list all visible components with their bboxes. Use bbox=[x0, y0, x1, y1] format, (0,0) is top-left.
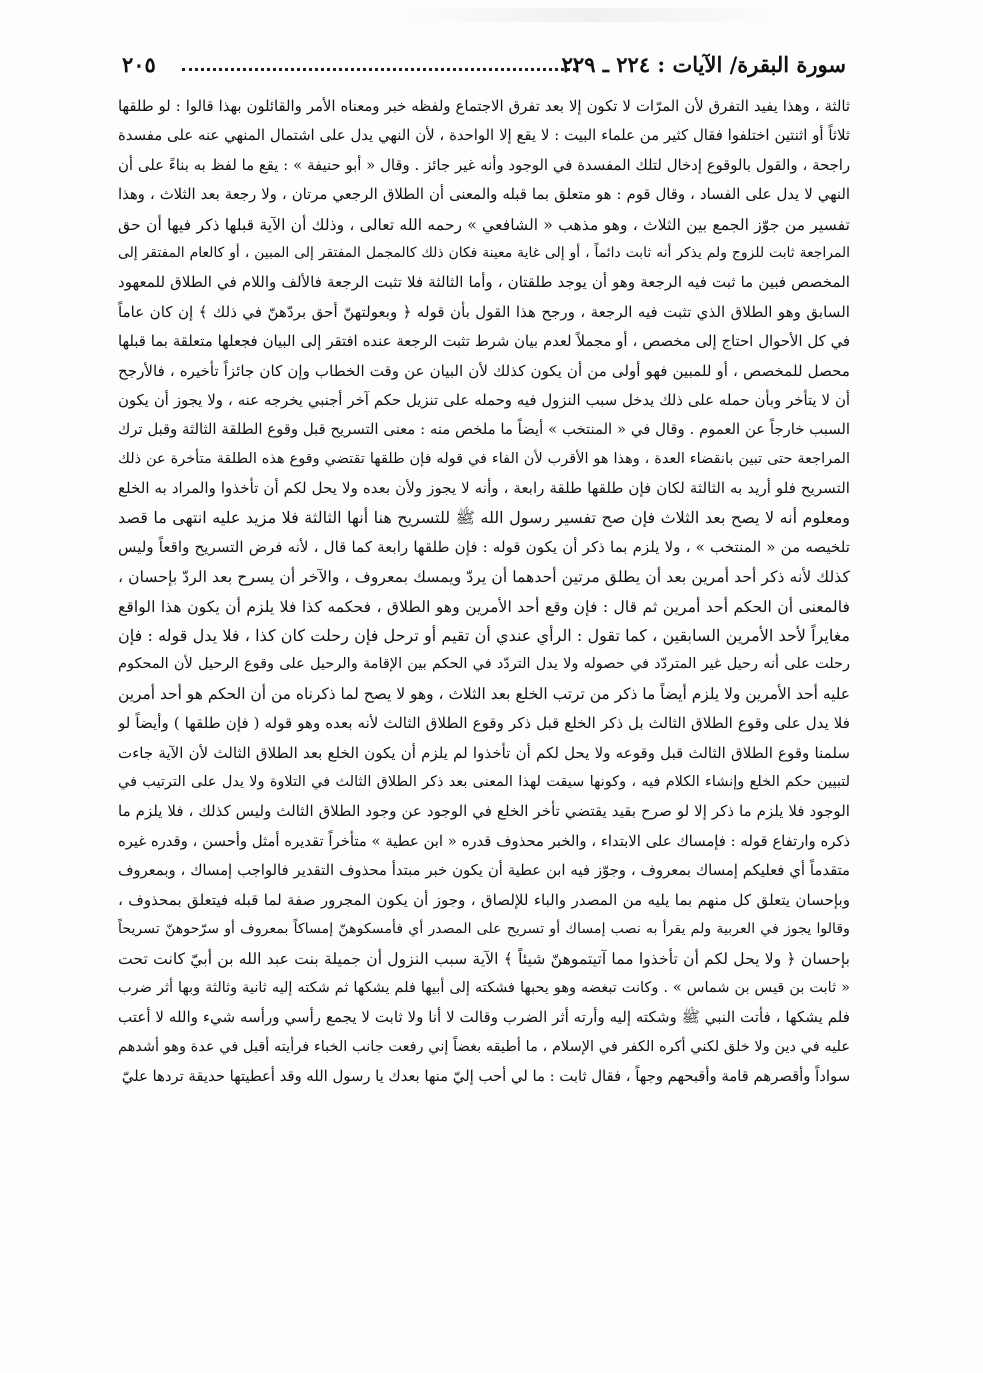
text-line: عليه في دين ولا خلق لكني أكره الكفر في الإسلام ، ما أطيقه بغضاً إني رفعت جانب الخباء فرأيته أقبل في عدة وهو أشدهم bbox=[118, 1038, 850, 1055]
text-line: التسريح فلو أريد به الثالثة لكان فإن طلقها طلقة رابعة ، وأنه لا يجوز ولأن بعده ولا يحل لكم أن تأخذوا والمراد به الخلع bbox=[118, 479, 850, 498]
scan-smudge bbox=[400, 8, 780, 22]
text-line: النهي لا يدل على الفساد ، وقال قوم : هو متعلق بما قبله والمعنى أن الطلاق الرجعي مرتان ، ولا رجعة بعد الثلاث ، وهذا bbox=[118, 186, 850, 204]
text-line: عليه أحد الأمرين ولا يلزم أيضاً ما ذكر من ترتب الخلع بعد الثلاث ، وهو لا يصح لما ذكرناه من أن الحكم هو أحد أمرين bbox=[118, 684, 850, 703]
text-line: المراجعة حتى تبين بانقضاء العدة ، وهذا هو الأقرب لأن الفاء في قوله فإن طلقها تقتضي وقوع هذه الطلقة متأخرة عن ذلك bbox=[118, 450, 850, 467]
text-line: ثالثة ، وهذا يفيد التفرق لأن المرّات لا تكون إلا بعد تفرق الاجتماع ولفظه خبر ومعناه الأمر والقائلون بهذا قالوا : لو طلقها bbox=[118, 98, 850, 115]
text-line: ذكره وارتفاع قوله : فإمساك على الابتداء ، والخبر محذوف قدره « ابن عطية » متأخراً تقديره أمثل وأحسن ، وقدره غيره bbox=[118, 832, 850, 850]
text-line: بإحسان ﴿ ولا يحل لكم أن تأخذوا مما آتيتموهنّ شيئاً ﴾ الآية سبب النزول أن جميلة بنت عبد الله بن أبيّ كانت تحت bbox=[118, 949, 850, 969]
text-line: كذلك لأنه ذكر أحد أمرين بعد أن يطلق مرتين أحدهما أن يردّ ويمسك بمعروف ، والآخر أن يسرح بعد الردّ بإحسان ، bbox=[118, 567, 850, 587]
main-text bbox=[118, 92, 850, 1091]
running-title: سورة البقرة/ الآيات : ٢٢٤ ـ ٢٢٩ bbox=[561, 52, 846, 77]
text-line: أن لا يتأخر وبأن حمله على ذلك يدخل سبب النزول فيه وحمله على تنزيل حكم آخر أجنبي يخرجه عنه ، ولا يجوز أن يكون bbox=[118, 391, 850, 409]
page-number: ٢٠٥ bbox=[122, 52, 156, 77]
text-line: فلم يشكها ، فأتت النبي ﷺ وشكته إليه وأرته أثر الضرب وقالت لا أنا ولا ثابت لا يجمع رأسي ورأسه شيء والله لا أعتب bbox=[118, 1008, 850, 1027]
text-line: السبب خارجاً عن العموم . وقال في « المنتخب » أيضاً ما ملخص منه : معنى التسريح قبل وقوع الطلقة الثالثة وقبل ترك bbox=[118, 421, 850, 439]
text-line: وقالوا يجوز في العربية ولم يقرأ به نصب إمساك أو تسريح على المصدر أي فأمسكوهنّ إمساكاً بمعروف أو سرّحوهنّ تسريحاً bbox=[118, 920, 850, 937]
header-dotted-rule bbox=[182, 68, 576, 71]
text-line: تفسير من جوّز الجمع بين الثلاث ، وهو مذهب « الشافعي » رحمه الله تعالى ، وذلك أن الآية قبلها ذكر فيها أن حق bbox=[118, 214, 850, 234]
text-line: لتبيين حكم الخلع وإنشاء الكلام فيه ، وكونها سيقت لهذا المعنى بعد ذكر الطلاق الثالث في التلاوة ولا يدل على الترتيب في bbox=[118, 773, 850, 790]
text-line: السابق وهو الطلاق الذي تثبت فيه الرجعة ، ورجح هذا القول بأن قوله ﴿ وبعولتهنّ أحق بردّهنّ في ذلك ﴾ إن كان عاماً bbox=[118, 302, 850, 321]
text-line: فالمعنى أن الحكم أحد أمرين ثم قال : فإن وقع أحد الأمرين وهو الطلاق ، فحكمه كذا فلا يلزم أن يكون هذا الواقع bbox=[118, 596, 850, 616]
text-line: ثلاثاً أو اثنتين اختلفوا فقال كثير من علماء البيت : لا يقع إلا الواحدة ، لأن النهي يدل على اشتمال المنهي عنه على مفسدة bbox=[118, 127, 850, 145]
text-line: وبإحسان يتعلق كل منهم بما يليه من المصدر والباء للإلصاق ، وجوز أن يكون المجرور صفة لما قبله فيتعلق بمحذوف ، bbox=[118, 890, 850, 909]
text-line: ومعلوم أنه لا يصح بعد الثلاث فإن صح تفسير رسول الله ﷺ للتسريح هنا أنها الثالثة فلا مزيد عليه انتهى ما قصد bbox=[118, 508, 850, 528]
text-line: مغايراً لأحد الأمرين السابقين ، كما تقول : الرأي عندي أن تقيم أو ترحل فإن رحلت كان كذا ، فلا يدل قوله : فإن bbox=[118, 626, 850, 646]
text-line: محصل للمخصص ، أو للمبين فهو أولى من أن يكون كذلك لأن البيان عن وقت الخطاب وإن كان جائزاً تأخيره ، فالأرجح bbox=[118, 361, 850, 380]
text-line: فلا يدل على وقوع الطلاق الثالث بل ذكر الخلع قبل ذكر وقوع الطلاق الثالث لأنه بعده وهو قوله ( فإن طلقها ) وأيضاً لو bbox=[118, 714, 850, 733]
text-line: رحلت على أنه رحيل غير المتردّد في حصوله ولا يدل التردّد في الحكم بين الإقامة والرحيل على وقوع الرحيل لأن المحكوم bbox=[118, 656, 850, 673]
text-line: سلمنا وقوع الطلاق الثالث قبل وقوعه ولا يحل لكم أن تأخذوا لم يلزم أن يكون الخلع بعد الطلاق الثالث لأن الآية جاءت bbox=[118, 743, 850, 762]
text-line: المراجعة ثابت للزوج ولم يذكر أنه ثابت دائماً ، أو إلى غاية معينة فكان ذلك كالمجمل المفتقر إلى المبين ، أو كالعام المفتقر إلى bbox=[118, 244, 850, 261]
text-line: تلخيصه من « المنتخب » ، ولا يلزم بما ذكر أن يكون قوله : فإن طلقها رابعة كما قال ، لأنه فرض التسريح واقعاً وليس bbox=[118, 537, 850, 556]
page-header bbox=[122, 46, 846, 86]
text-line: الوجود فلا يلزم ما ذكر إلا لو صرح بقيد يقتضي تأخر الخلع في الوجود عن وجود الطلاق الثالث وليس كذلك ، فلا يلزم ما bbox=[118, 802, 850, 821]
text-line: المخصص فبين ما ثبت فيه الرجعة وهو أن يوجد طلقتان ، وأما الثالثة فلا تثبت الرجعة فالألف واللام في الطلاق للمعهود bbox=[118, 273, 850, 292]
text-line: في كل الأحوال احتاج إلى مخصص ، أو مجملاً لعدم بيان شرط تثبت الرجعة عنده افتقر إلى البيان فجعلها متعلقة بما قبلها bbox=[118, 333, 850, 351]
text-line: سواداً وأقصرهم قامة وأقبحهم وجهاً ، فقال ثابت : ما لي أحب إليّ منها بعدك يا رسول الله وقد أعطيتها حديقة تردها عليّ bbox=[121, 1067, 850, 1085]
text-line: متقدماً أي فعليكم إمساك بمعروف ، وجوّز فيه ابن عطية أن يكون خبر مبتدأ محذوف التقدير فالواجب إمساك ، وبمعروف bbox=[118, 862, 850, 880]
text-line: راجحة ، والقول بالوقوع إدخال لتلك المفسدة في الوجود وأنه غير جائز . وقال « أبو حنيفة » : يقع ما لفظ به بناءً على أن bbox=[118, 156, 850, 174]
text-line: « ثابت بن قيس بن شماس » . وكانت تبغضه وهو يحبها فشكته إلى أبيها فلم يشكها ثم شكته إليه ثانية وثالثة وبها أثر ضرب bbox=[118, 979, 850, 996]
